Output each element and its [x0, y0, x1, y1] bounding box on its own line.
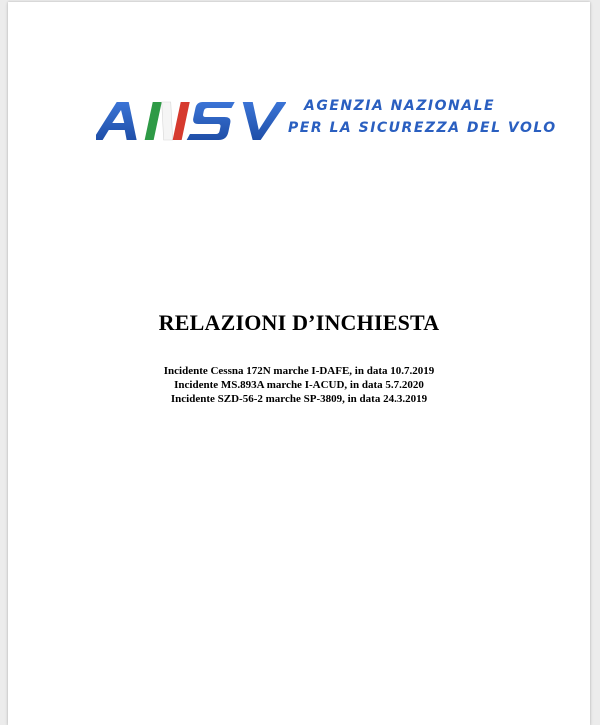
logo-letter-a — [96, 102, 145, 140]
logo-letter-s — [187, 102, 235, 140]
ansv-logo — [96, 96, 557, 146]
document-title: RELAZIONI D’INCHIESTA — [158, 310, 440, 335]
incident-line: Incidente SZD-56-2 marche SP-3809, in data 24.3.2019 — [170, 393, 428, 405]
incident-list — [8, 364, 590, 406]
logo-letter-v — [235, 102, 286, 140]
incident-line: Incidente Cessna 172N marche I-DAFE, in data 10.7.2019 — [163, 365, 435, 377]
incident-line: Incidente MS.893A marche I-ACUD, in data 5.7.2020 — [174, 379, 424, 391]
document-page — [8, 2, 590, 725]
ansv-logo-letters — [96, 96, 286, 146]
logo-line-agenzia-nazionale: AGENZIA NAZIONALE — [304, 98, 496, 114]
logo-line-sicurezza-volo: PER LA SICUREZZA DEL VOLO — [288, 120, 557, 136]
logo-letter-n — [145, 102, 190, 140]
